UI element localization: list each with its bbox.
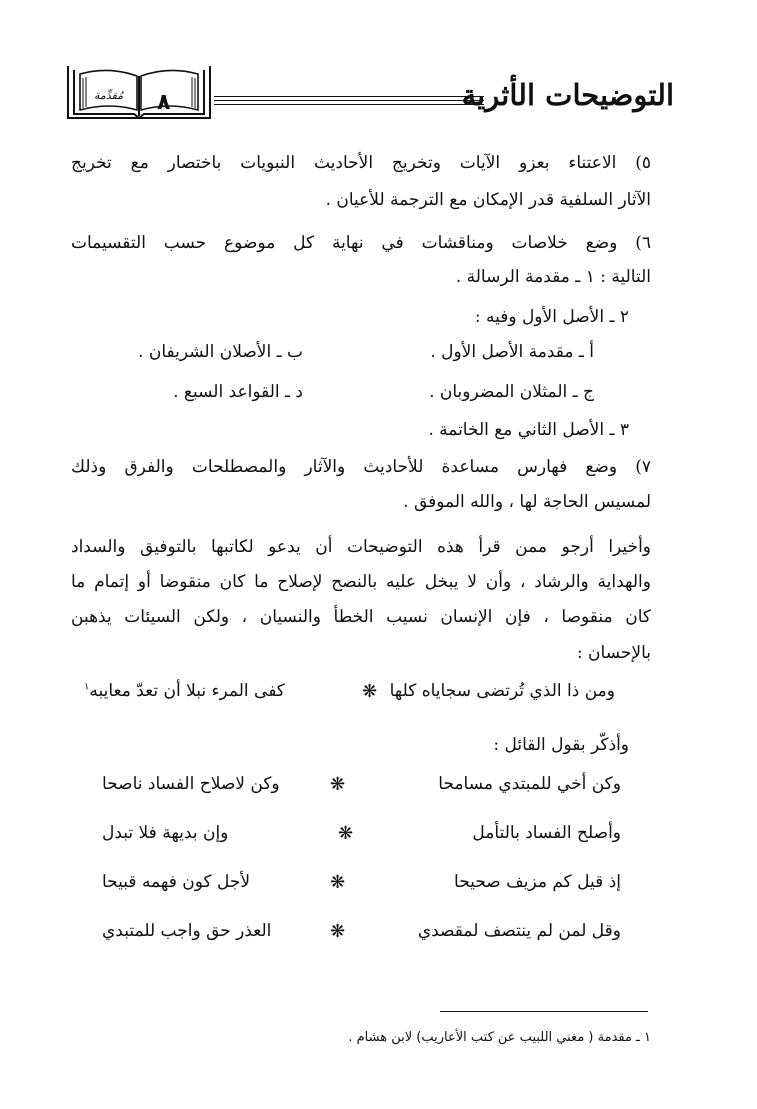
verse-text: كفى المرء نبلا أن تعدّ معايبه: [89, 681, 285, 701]
verse-hemistich-right: ومن ذا الذي تُرتضى سجاياه كلها: [389, 681, 615, 701]
star-separator-icon: ❋: [330, 921, 346, 942]
list-item: ب ـ الأصلان الشريفان .: [138, 342, 303, 362]
verse-hemistich-right: وأصلح الفساد بالتأمل: [472, 823, 621, 843]
star-separator-icon: ❋: [330, 774, 346, 795]
verse-hemistich-right: وكن أخي للمبتدي مسامحا: [438, 774, 621, 794]
list-item: ٢ ـ الأصل الأول وفيه :: [474, 307, 629, 327]
verse-hemistich-right: إذ قيل كم مزيف صحيحا: [454, 872, 621, 892]
verse-hemistich-right: وقل لمن لم ينتصف لمقصدي: [417, 921, 621, 941]
header-rule-lines: [214, 96, 484, 110]
list-item: ج ـ المثلان المضروبان .: [429, 382, 594, 402]
star-separator-icon: ❋: [338, 823, 354, 844]
list-item: ٣ ـ الأصل الثاني مع الخاتمة .: [428, 420, 629, 440]
page-header: [64, 58, 674, 128]
text-line: والهداية والرشاد ، وأن لا يبخل عليه بالنصح لإصلاح ما كان منقوضا أو إتمام ما: [71, 572, 651, 592]
text-line: كان منقوصا ، فإن الإنسان نسيب الخطأ والنسيان ، ولكن السيئات يذهبن: [71, 607, 651, 627]
footnote-rule: [440, 1011, 648, 1012]
text-line: ٧) وضع فهارس مساعدة للأحاديث والآثار والمصطلحات والفرق وذلك: [71, 457, 651, 477]
list-item: أ ـ مقدمة الأصل الأول .: [430, 342, 594, 362]
text-line: وأذكّر بقول القائل :: [493, 735, 629, 755]
text-line: ٥) الاعتناء بعزو الآيات وتخريج الأحاديث النبويات باختصار مع تخريج: [71, 153, 651, 173]
page-number: ٨: [157, 90, 171, 115]
book-title: التوضيحات الأثرية: [461, 78, 674, 112]
text-line: الآثار السلفية قدر الإمكان مع الترجمة للأعيان .: [325, 190, 651, 210]
verse-hemistich-left: لأجل كون فهمه قبيحا: [102, 872, 251, 892]
section-label: مُقدِّمة: [94, 89, 124, 102]
open-book-icon: [64, 58, 214, 124]
footnote: ١ ـ مقدمة ( مغني اللبيب عن كتب الأعاريب) لابن هشام .: [348, 1030, 651, 1045]
verse-hemistich-left: وكن لاصلاح الفساد ناصحا: [102, 774, 280, 794]
text-line: التالية : ١ ـ مقدمة الرسالة .: [455, 267, 651, 287]
verse-hemistich-left: [84, 681, 285, 701]
text-line: بالإحسان :: [576, 643, 651, 663]
star-separator-icon: ❋: [330, 872, 346, 893]
text-line: وأخيرا أرجو ممن قرأ هذه التوضيحات أن يدعو لكاتبها بالتوفيق والسداد: [71, 537, 651, 557]
footnote-marker: ١: [84, 681, 90, 693]
verse-hemistich-left: وإن بديهة فلا تبدل: [102, 823, 229, 843]
star-separator-icon: ❋: [362, 681, 378, 702]
text-line: لمسيس الحاجة لها ، والله الموفق .: [403, 492, 651, 512]
text-line: ٦) وضع خلاصات ومناقشات في نهاية كل موضوع حسب التقسيمات: [71, 233, 651, 253]
list-item: د ـ القواعد السبع .: [173, 382, 303, 402]
verse-hemistich-left: العذر حق واجب للمتبدي: [102, 921, 272, 941]
